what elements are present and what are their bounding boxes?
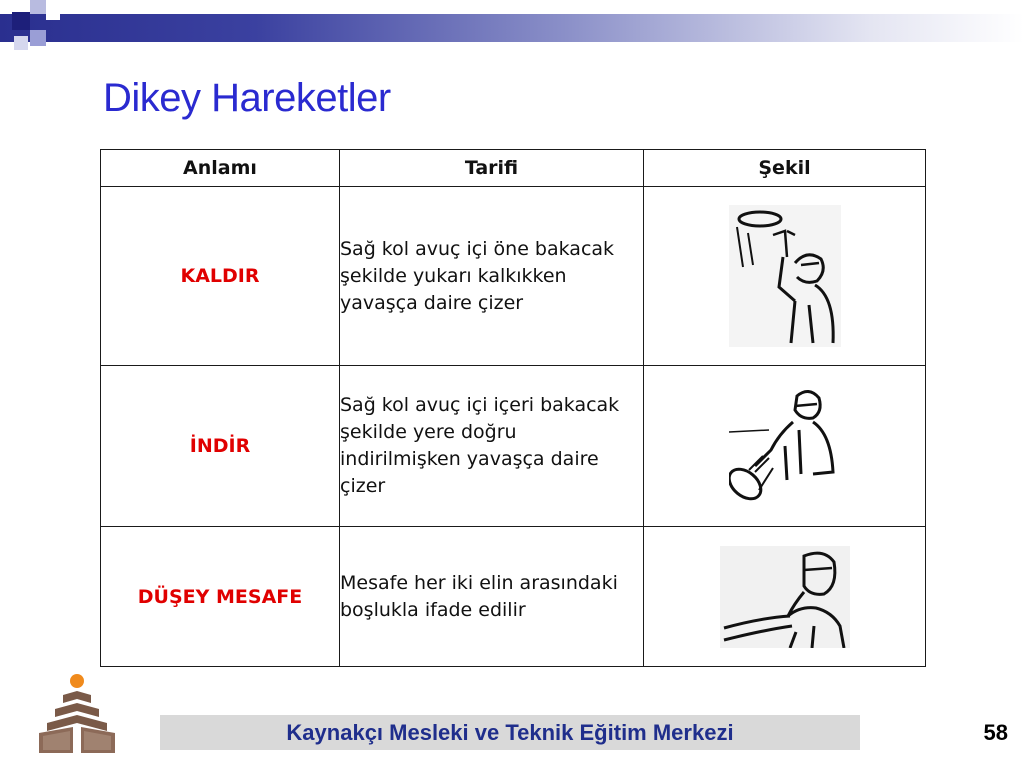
lower-gesture-icon xyxy=(729,386,841,506)
header-gradient-bar xyxy=(0,14,1024,42)
signal-description: Mesafe her iki elin arasındaki boşlukla ifade edilir xyxy=(340,527,644,667)
column-header-description: Tarifi xyxy=(340,150,644,187)
signal-term: KALDIR xyxy=(101,187,340,366)
header-square-decor xyxy=(12,12,30,30)
signal-table xyxy=(100,149,926,667)
page-number: 58 xyxy=(983,720,1008,745)
signal-term: DÜŞEY MESAFE xyxy=(101,527,340,667)
signal-term: İNDİR xyxy=(101,366,340,527)
footer-institution-name: Kaynakçı Mesleki ve Teknik Eğitim Merkezi xyxy=(286,720,734,745)
header-square-decor xyxy=(30,0,46,14)
table-row xyxy=(101,527,926,667)
signal-figure-cell xyxy=(644,366,926,527)
institution-logo-icon xyxy=(33,673,121,755)
signal-description: Sağ kol avuç içi içeri bakacak şekilde yere doğru indirilmişken yavaşça daire çizer xyxy=(340,366,644,527)
signal-figure-cell xyxy=(644,187,926,366)
slide-title: Dikey Hareketler xyxy=(103,76,391,120)
header-square-decor xyxy=(30,30,46,46)
header-square-decor xyxy=(46,6,60,20)
signal-figure-cell xyxy=(644,527,926,667)
table-row xyxy=(101,366,926,527)
vertical-distance-gesture-icon xyxy=(720,546,850,648)
column-header-figure: Şekil xyxy=(644,150,926,187)
raise-gesture-icon xyxy=(729,205,841,347)
table-row xyxy=(101,187,926,366)
table-header-row xyxy=(101,150,926,187)
header-square-decor xyxy=(14,36,28,50)
column-header-meaning: Anlamı xyxy=(101,150,340,187)
signal-description: Sağ kol avuç içi öne bakacak şekilde yukarı kalkıkken yavaşça daire çizer xyxy=(340,187,644,366)
